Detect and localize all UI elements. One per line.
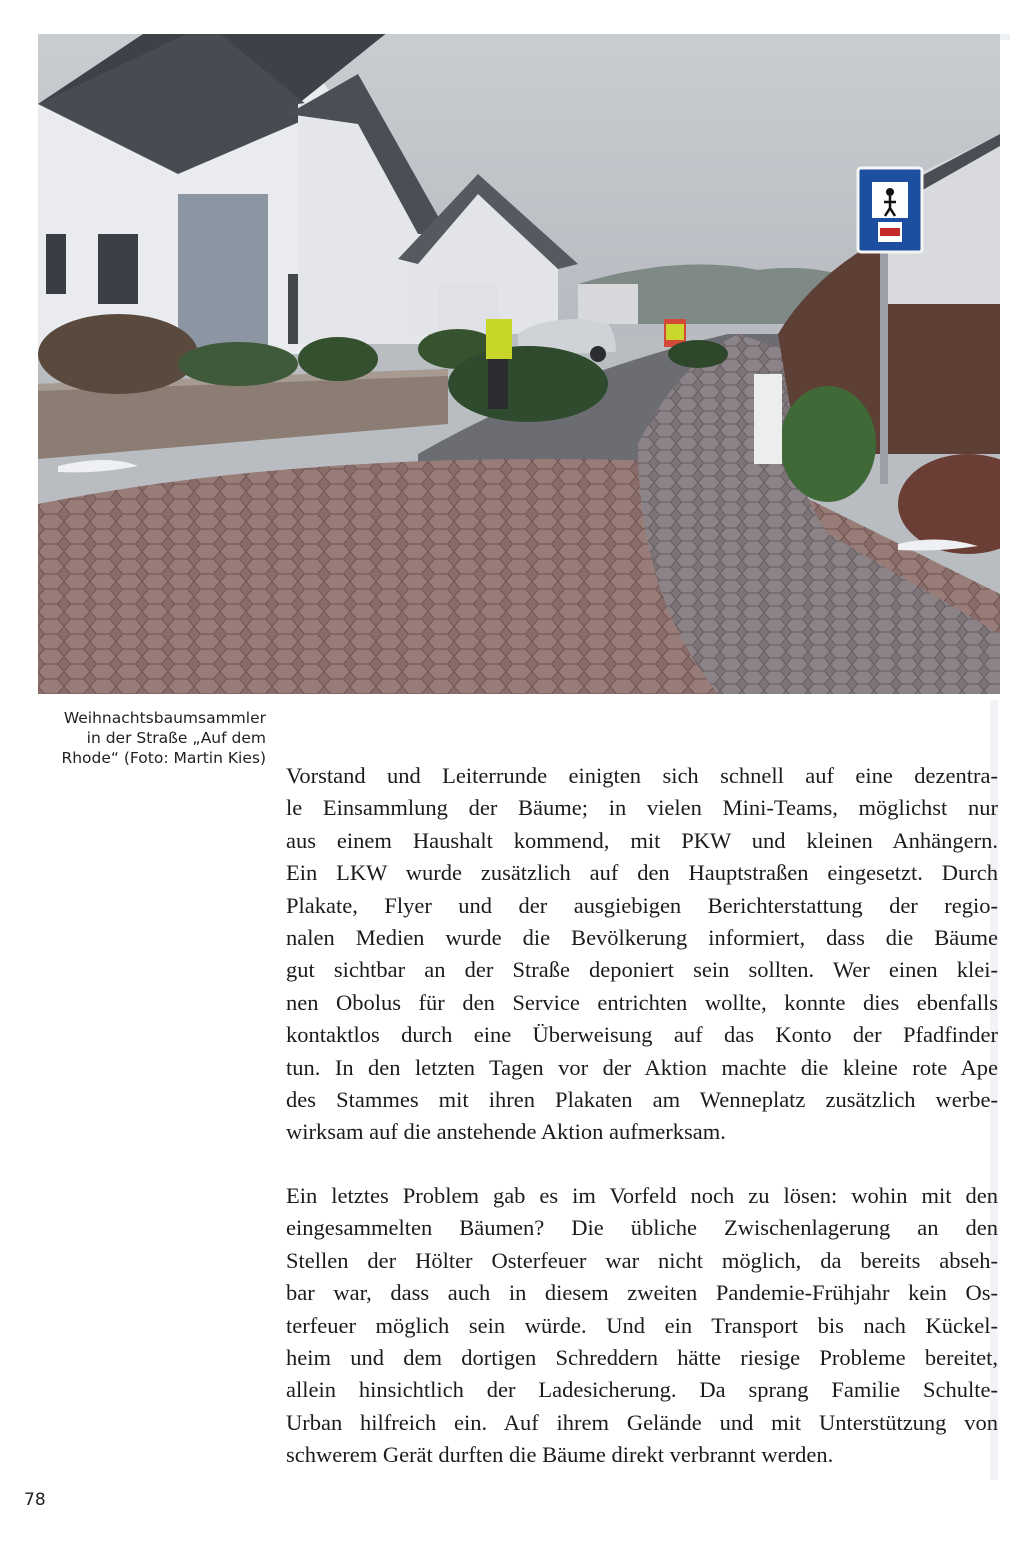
text-line: kontaktlos durch eine Überweisung auf das Konto der Pfadfinder [286, 1022, 998, 1048]
text-line: le Einsammlung der Bäume; in vielen Mini-Teams, möglichst nur [286, 795, 998, 821]
text-line: wirksam auf die anstehende Aktion aufmerksam. [286, 1119, 726, 1145]
photo-caption [20, 708, 266, 768]
text-line: Plakate, Flyer und der ausgiebigen Berichterstattung der regio- [286, 892, 998, 918]
page-number: 78 [24, 1490, 46, 1510]
caption-line: in der Straße „Auf dem [86, 729, 266, 747]
text-line: schwerem Gerät durften die Bäume direkt verbrannt werden. [286, 1442, 834, 1468]
text-line: Ein letztes Problem gab es im Vorfeld noch zu lösen: wohin mit den [286, 1183, 998, 1208]
text-line: Stellen der Hölter Osterfeuer war nicht möglich, da bereits abseh- [286, 1247, 998, 1273]
text-line: eingesammelten Bäumen? Die übliche Zwischenlagerung an den [286, 1215, 998, 1241]
text-line: bar war, dass auch in diesem zweiten Pandemie-Frühjahr kein Os- [286, 1280, 998, 1306]
text-line: terfeuer möglich sein würde. Und ein Transport bis nach Kückel- [286, 1312, 998, 1338]
text-line: nen Obolus für den Service entrichten wollte, konnte dies ebenfalls [286, 989, 998, 1015]
text-line: Vorstand und Leiterrunde einigten sich schnell auf eine dezentra- [286, 763, 998, 788]
text-line: tun. In den letzten Tagen vor der Aktion machte die kleine rote Ape [286, 1054, 998, 1080]
text-line: Ein LKW wurde zusätzlich auf den Hauptstraßen eingesetzt. Durch [286, 860, 998, 886]
text-line: Urban hilfreich ein. Auf ihrem Gelände und mit Unterstützung von [286, 1409, 998, 1435]
paragraph [286, 1180, 998, 1472]
text-line: heim und dem dortigen Schreddern hätte riesige Probleme bereitet, [286, 1345, 998, 1371]
text-line: nalen Medien wurde die Bevölkerung informiert, dass die Bäume [286, 925, 998, 951]
text-line: des Stammes mit ihren Plakaten am Wenneplatz zusätzlich werbe- [286, 1087, 998, 1113]
paragraph [286, 760, 998, 1149]
caption-line: Rhode“ (Foto: Martin Kies) [61, 749, 266, 767]
text-line: gut sichtbar an der Straße deponiert sein sollten. Wer einen klei- [286, 957, 998, 983]
text-line: aus einem Haushalt kommend, mit PKW und kleinen Anhängern. [286, 827, 998, 853]
street-photo [38, 34, 1000, 694]
text-line: allein hinsichtlich der Ladesicherung. Da sprang Familie Schulte- [286, 1377, 998, 1403]
caption-line: Weihnachtsbaumsammler [63, 709, 266, 727]
